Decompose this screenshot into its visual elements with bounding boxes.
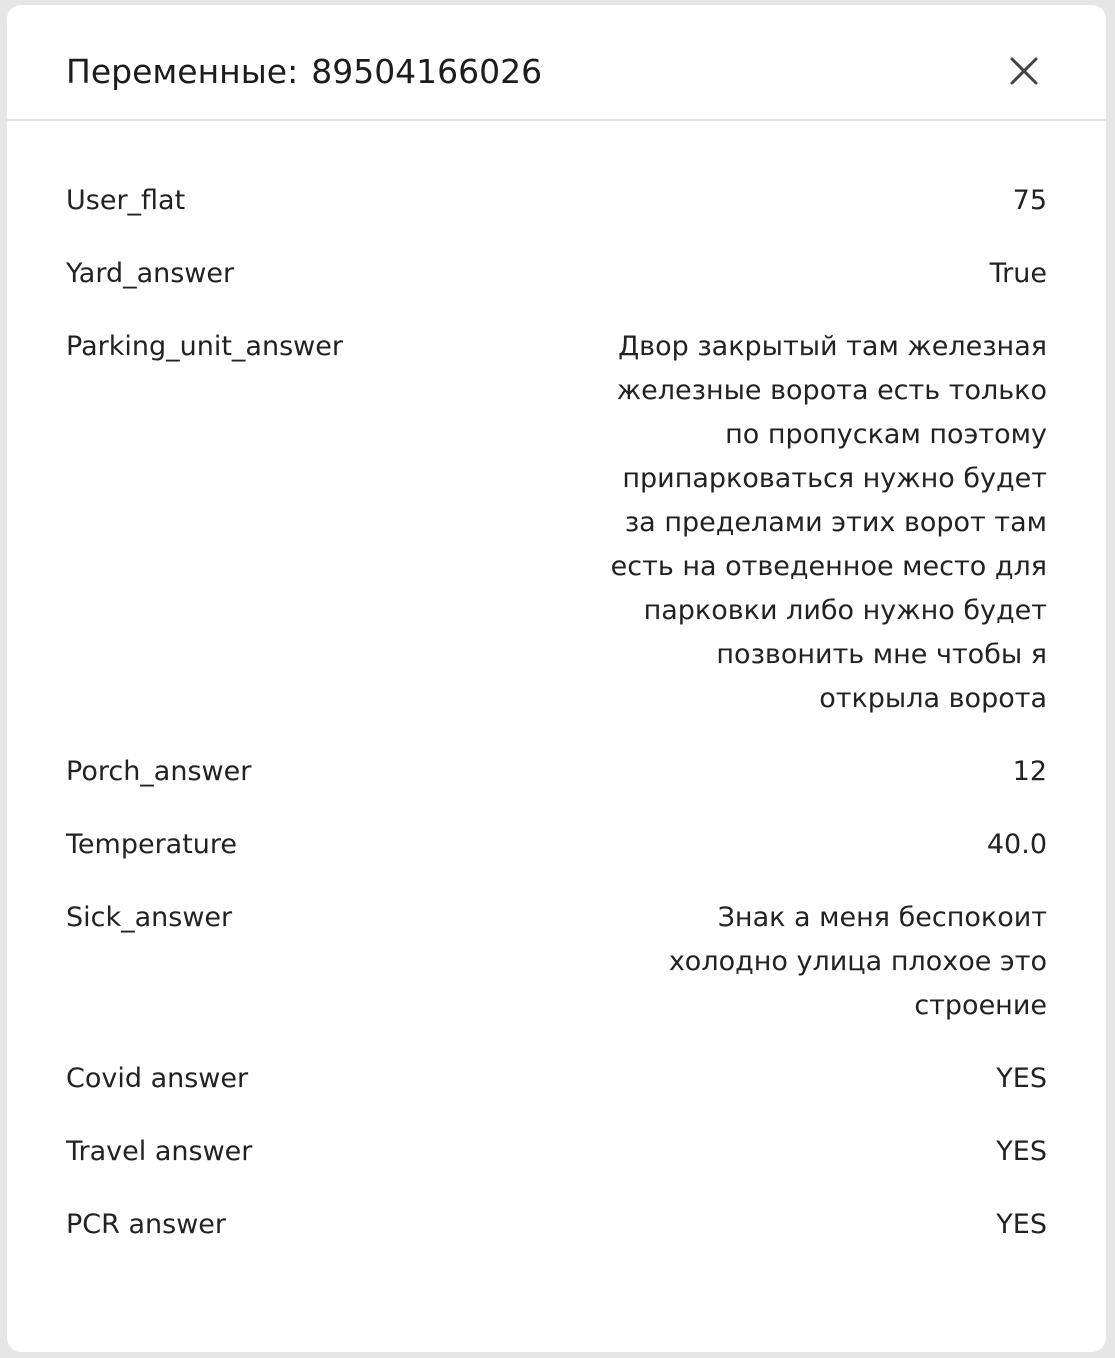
variables-dialog [7,5,1106,1352]
close-icon [1009,56,1039,86]
variable-value: Знак а меня беспокоит холодно улица плохое это строение [668,902,1047,1021]
variable-row [66,823,1047,867]
variable-key: Yard_answer [66,258,235,289]
variable-value: Двор закрытый там железная железные ворота есть только по пропускам поэтому припарковаться нужно будет за пределами этих ворот там есть на отведенное место для парковки либо нужно будет позвонить мне чтобы я открыла ворота [610,331,1047,714]
variable-value: YES [996,1209,1047,1240]
variable-row [66,1130,1047,1174]
variable-value: YES [996,1063,1047,1094]
variable-key: Sick_answer [66,902,233,933]
dialog-header [7,5,1106,121]
dialog-title-value: 89504166026 [311,52,543,91]
variable-value: True [989,258,1047,289]
variable-row [66,179,1047,223]
variable-value: 12 [1012,756,1047,787]
dialog-title [66,48,542,96]
variable-key: Covid answer [66,1063,249,1094]
variable-row [66,750,1047,794]
variable-row [66,896,1047,1028]
variable-row [66,1203,1047,1247]
close-button[interactable] [1002,49,1046,93]
variable-row [66,252,1047,296]
variable-value: 75 [1012,185,1047,216]
variable-key: Porch_answer [66,756,252,787]
variable-key: Parking_unit_answer [66,331,343,362]
variable-key: PCR answer [66,1209,226,1240]
variables-list [66,179,1047,1276]
variable-key: Travel answer [66,1136,253,1167]
variable-value: 40.0 [986,829,1047,860]
variable-key: Temperature [66,829,238,860]
variable-key: User_flat [66,185,186,216]
dialog-title-label: Переменные: [66,52,299,91]
variable-value: YES [996,1136,1047,1167]
variable-row [66,1057,1047,1101]
variable-row [66,325,1047,721]
